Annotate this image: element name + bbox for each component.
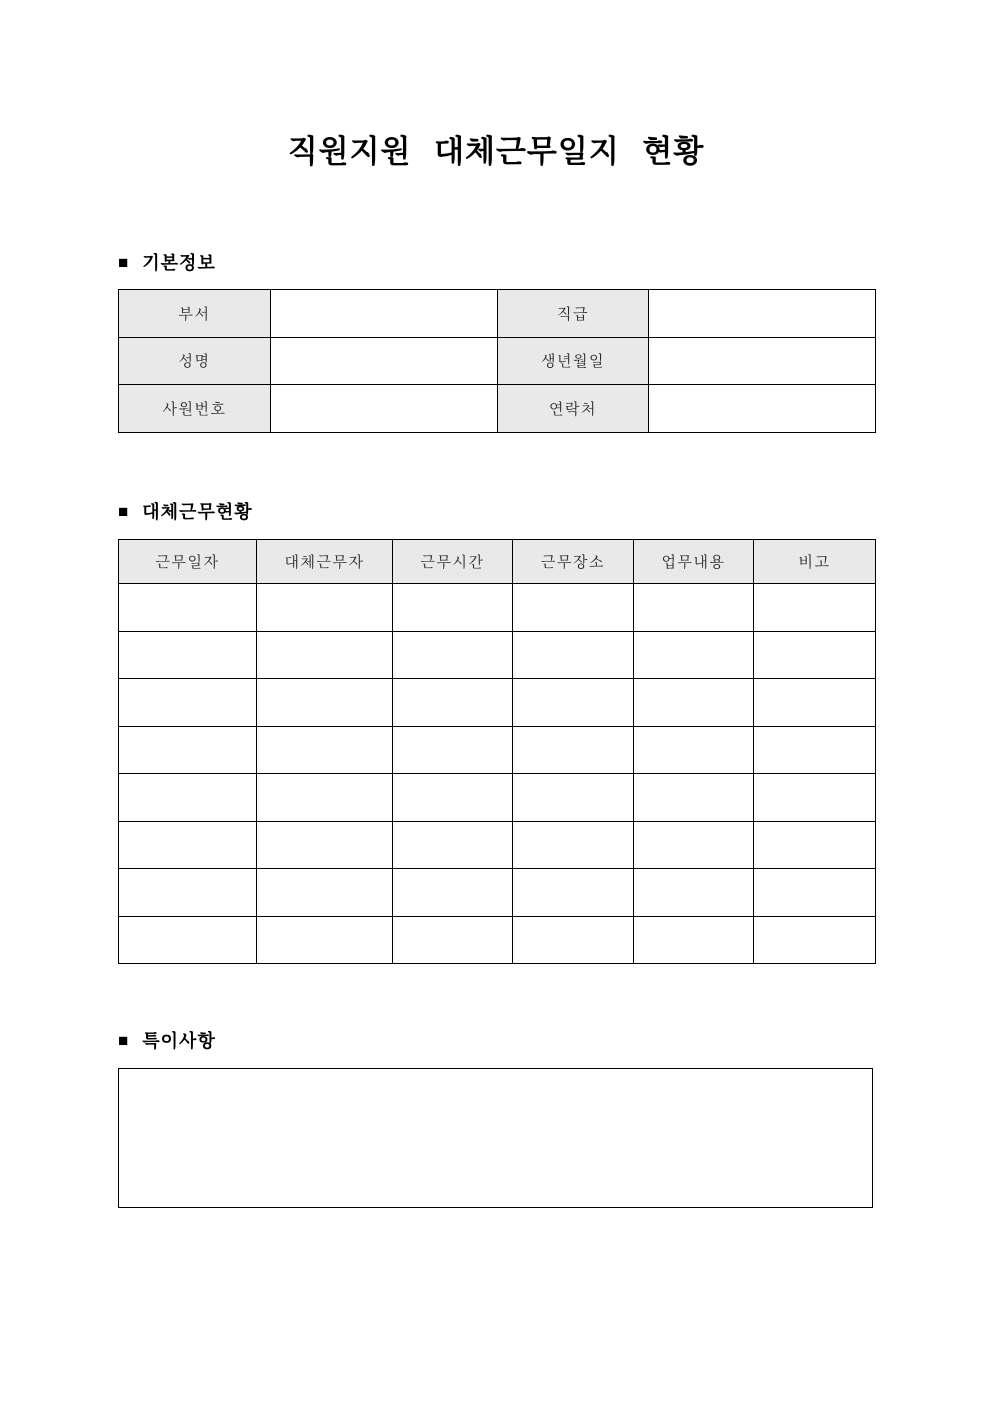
field-value-cell[interactable] — [649, 290, 876, 338]
work-log-cell[interactable] — [119, 869, 257, 917]
section-marker-icon: ■ — [118, 1030, 130, 1050]
field-label-cell: 직급 — [498, 290, 649, 338]
work-log-cell[interactable] — [393, 726, 513, 774]
column-header-cell: 비고 — [754, 540, 876, 584]
work-log-cell[interactable] — [754, 679, 876, 727]
work-log-cell[interactable] — [257, 631, 393, 679]
table-row — [119, 385, 876, 433]
work-log-cell[interactable] — [634, 679, 754, 727]
table-row — [119, 679, 876, 727]
work-log-cell[interactable] — [634, 726, 754, 774]
work-log-cell[interactable] — [513, 774, 634, 822]
field-value-cell[interactable] — [271, 290, 498, 338]
work-log-cell[interactable] — [393, 679, 513, 727]
table-row — [119, 916, 876, 964]
table-row — [119, 774, 876, 822]
field-value-cell[interactable] — [271, 385, 498, 433]
field-label-cell: 사원번호 — [119, 385, 271, 433]
field-label-cell: 성명 — [119, 337, 271, 385]
table-row — [119, 584, 876, 632]
section-heading-basic-info — [118, 252, 216, 274]
field-value-cell[interactable] — [649, 385, 876, 433]
basic-info-table — [118, 289, 876, 433]
table-header-row — [119, 540, 876, 584]
column-header-cell: 업무내용 — [634, 540, 754, 584]
work-log-cell[interactable] — [634, 631, 754, 679]
work-log-cell[interactable] — [513, 631, 634, 679]
section-marker-icon: ■ — [118, 252, 130, 272]
notes-box[interactable] — [118, 1068, 873, 1208]
column-header-cell: 근무장소 — [513, 540, 634, 584]
work-log-cell[interactable] — [393, 631, 513, 679]
field-label-cell: 부서 — [119, 290, 271, 338]
work-log-cell[interactable] — [513, 679, 634, 727]
work-log-cell[interactable] — [119, 679, 257, 727]
work-log-cell[interactable] — [257, 869, 393, 917]
work-log-cell[interactable] — [513, 916, 634, 964]
work-log-cell[interactable] — [393, 869, 513, 917]
work-log-cell[interactable] — [257, 584, 393, 632]
work-log-cell[interactable] — [119, 584, 257, 632]
work-log-body — [119, 584, 876, 964]
table-row — [119, 726, 876, 774]
work-log-cell[interactable] — [513, 584, 634, 632]
work-log-cell[interactable] — [257, 774, 393, 822]
table-row — [119, 869, 876, 917]
work-log-cell[interactable] — [119, 631, 257, 679]
field-value-cell[interactable] — [649, 337, 876, 385]
page-title: 직원지원 대체근무일지 현황 — [287, 134, 705, 169]
work-log-cell[interactable] — [257, 821, 393, 869]
section-marker-icon: ■ — [118, 501, 130, 521]
work-log-cell[interactable] — [513, 726, 634, 774]
work-log-cell[interactable] — [119, 774, 257, 822]
table-row — [119, 337, 876, 385]
work-log-table — [118, 539, 876, 964]
work-log-cell[interactable] — [393, 821, 513, 869]
section-heading-notes — [118, 1030, 216, 1052]
work-log-cell[interactable] — [257, 916, 393, 964]
field-label-cell: 연락처 — [498, 385, 649, 433]
work-log-cell[interactable] — [754, 869, 876, 917]
work-log-cell[interactable] — [634, 774, 754, 822]
work-log-cell[interactable] — [119, 821, 257, 869]
section-heading-label: 대체근무현황 — [142, 502, 253, 522]
field-value-cell[interactable] — [271, 337, 498, 385]
work-log-cell[interactable] — [257, 679, 393, 727]
work-log-cell[interactable] — [393, 916, 513, 964]
work-log-cell[interactable] — [754, 774, 876, 822]
work-log-cell[interactable] — [634, 584, 754, 632]
section-heading-label: 특이사항 — [142, 1031, 216, 1051]
section-heading-label: 기본정보 — [142, 253, 216, 273]
work-log-cell[interactable] — [513, 869, 634, 917]
table-row — [119, 821, 876, 869]
column-header-cell: 근무시간 — [393, 540, 513, 584]
work-log-cell[interactable] — [393, 584, 513, 632]
work-log-cell[interactable] — [119, 726, 257, 774]
section-heading-work-status — [118, 501, 253, 523]
work-log-cell[interactable] — [634, 916, 754, 964]
work-log-cell[interactable] — [257, 726, 393, 774]
work-log-cell[interactable] — [754, 631, 876, 679]
field-label-cell: 생년월일 — [498, 337, 649, 385]
table-row — [119, 631, 876, 679]
work-log-cell[interactable] — [754, 821, 876, 869]
work-log-cell[interactable] — [634, 821, 754, 869]
work-log-cell[interactable] — [393, 774, 513, 822]
table-row — [119, 290, 876, 338]
column-header-cell: 대체근무자 — [257, 540, 393, 584]
column-header-cell: 근무일자 — [119, 540, 257, 584]
work-log-cell[interactable] — [754, 726, 876, 774]
work-log-cell[interactable] — [119, 916, 257, 964]
work-log-cell[interactable] — [754, 916, 876, 964]
work-log-cell[interactable] — [634, 869, 754, 917]
work-log-cell[interactable] — [754, 584, 876, 632]
work-log-cell[interactable] — [513, 821, 634, 869]
